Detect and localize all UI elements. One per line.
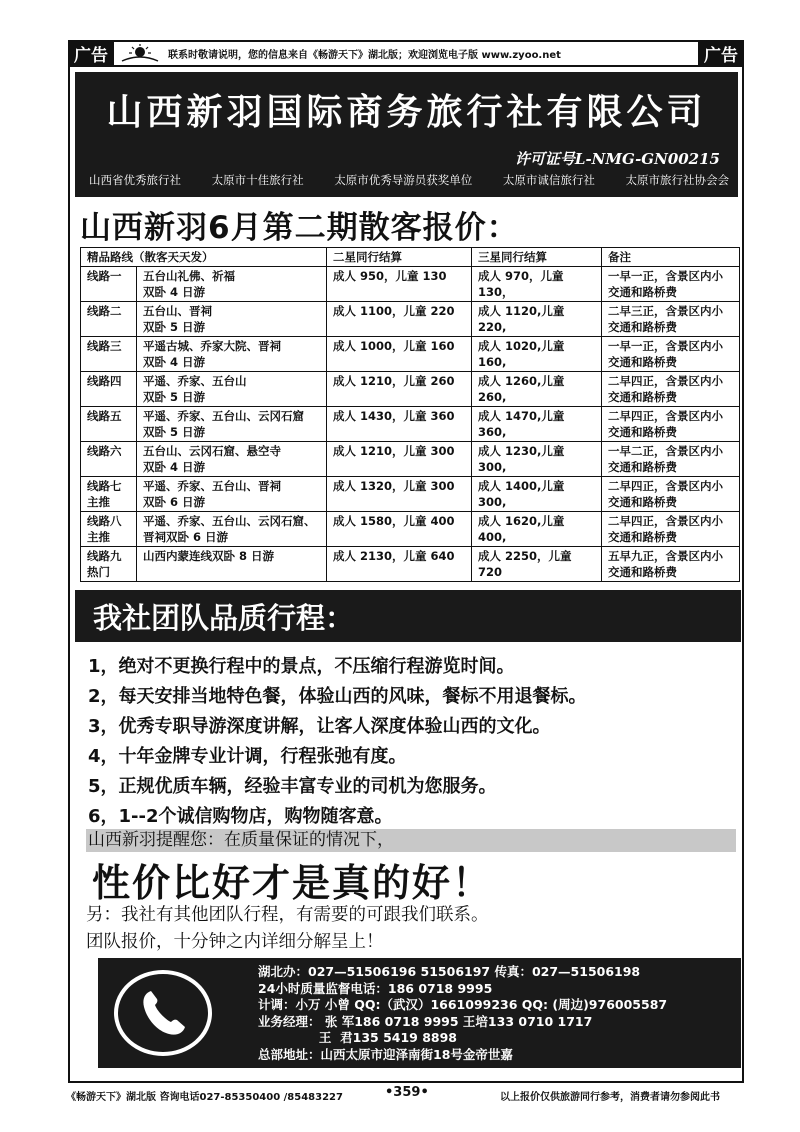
- route-cell-route: 五台山礼佛、祈福: [143, 269, 235, 283]
- route-cell-days: 双卧 4 日游: [143, 285, 206, 299]
- two-star-price-two_star: 成人 1430，儿童 360: [333, 409, 455, 423]
- two-star-price: [327, 547, 472, 582]
- contact-manager-2: 王 君135 5419 8898: [258, 1030, 458, 1045]
- route-cell-route: 平遥古城、乔家大院、晋祠: [143, 339, 281, 353]
- note-cell-note1: 一早一正，含景区内小: [608, 269, 723, 283]
- three-star-price-three_star: 成人 1230,儿童 300,: [478, 444, 565, 474]
- line-cell-line: 线路九: [87, 549, 122, 563]
- line-cell: [81, 267, 137, 302]
- contact-block: [98, 958, 741, 1068]
- honor-item: 太原市优秀导游员获奖单位: [334, 173, 473, 187]
- line-cell: [81, 442, 137, 477]
- contact-manager: 业务经理： 张 军186 0718 9995 王培133 0710 1717: [258, 1013, 593, 1029]
- two-star-price: [327, 372, 472, 407]
- col-header-note: 备注: [602, 248, 740, 267]
- top-divider: [68, 65, 744, 67]
- line-cell-line: 线路四: [87, 374, 122, 388]
- table-row: [81, 477, 740, 512]
- two-star-price: [327, 267, 472, 302]
- note-cell-note2: 交通和路桥费: [608, 425, 677, 439]
- two-star-price: [327, 337, 472, 372]
- route-cell-route: 平遥、乔家、五台山、晋祠: [143, 479, 281, 493]
- two-star-price-two_star: 成人 1320，儿童 300: [333, 479, 455, 493]
- note-quote: 团队报价，十分钟之内详细分解呈上！: [86, 932, 384, 952]
- note-cell-note2: 交通和路桥费: [608, 355, 677, 369]
- three-star-price: [472, 302, 602, 337]
- route-cell-days: 双卧 5 日游: [143, 425, 206, 439]
- two-star-price: [327, 302, 472, 337]
- note-cell: [602, 512, 740, 547]
- two-star-price-two_star: 成人 1210，儿童 260: [333, 374, 455, 388]
- reminder-text: 山西新羽提醒您：在质量保证的情况下，: [86, 829, 736, 852]
- two-star-price-two_star: 成人 1100，儿童 220: [333, 304, 455, 318]
- note-cell-note1: 二早三正，含景区内小: [608, 304, 723, 318]
- route-cell-route: 山西内蒙连线双卧 8 日游: [143, 549, 275, 563]
- route-cell: [137, 337, 327, 372]
- route-cell: [137, 372, 327, 407]
- line-cell-line: 线路七: [87, 479, 122, 493]
- three-star-price: [472, 512, 602, 547]
- contact-planner: 计调：小万 小曾 QQ:（武汉）1661099236 QQ: (周边)976005587: [258, 997, 668, 1012]
- line-cell-line: 线路八: [87, 514, 122, 528]
- note-cell-note2: 交通和路桥费: [608, 565, 677, 579]
- three-star-price-three_star: 成人 1020,儿童 160,: [478, 339, 565, 369]
- quality-points: [88, 652, 738, 832]
- note-cell-note2: 交通和路桥费: [608, 460, 677, 474]
- two-star-price-two_star: 成人 1210，儿童 300: [333, 444, 455, 458]
- line-cell-tag: 主推: [87, 530, 110, 544]
- note-cell: [602, 442, 740, 477]
- ad-label-right: 广告: [698, 40, 744, 66]
- line-cell: [81, 302, 137, 337]
- route-cell-days: 双卧 4 日游: [143, 355, 206, 369]
- three-star-price: [472, 477, 602, 512]
- note-cell-note2: 交通和路桥费: [608, 320, 677, 334]
- note-cell: [602, 407, 740, 442]
- line-cell-line: 线路五: [87, 409, 122, 423]
- table-row: [81, 547, 740, 582]
- contact-address: 总部地址：山西太原市迎泽南街18号金帝世嘉: [258, 1046, 513, 1062]
- two-star-price-two_star: 成人 1000，儿童 160: [333, 339, 455, 353]
- price-title: 山西新羽6月第二期散客报价：: [80, 210, 519, 246]
- list-item: 4，十年金牌专业计调，行程张弛有度。: [88, 746, 407, 767]
- note-cell: [602, 547, 740, 582]
- route-cell-route: 五台山、云冈石窟、悬空寺: [143, 444, 281, 458]
- route-cell-days: 双卧 5 日游: [143, 320, 206, 334]
- three-star-price: [472, 372, 602, 407]
- note-cell-note1: 二早四正，含景区内小: [608, 514, 723, 528]
- note-cell-note2: 交通和路桥费: [608, 285, 677, 299]
- line-cell: [81, 477, 137, 512]
- honor-item: 太原市诚信旅行社: [502, 173, 595, 187]
- route-cell: [137, 547, 327, 582]
- route-cell: [137, 407, 327, 442]
- note-cell: [602, 337, 740, 372]
- footer-left: 《畅游天下》湖北版 咨询电话027-85350400 /85483227: [66, 1092, 343, 1103]
- note-cell-note2: 交通和路桥费: [608, 530, 677, 544]
- page-number: •359•: [385, 1085, 429, 1100]
- line-cell: [81, 407, 137, 442]
- note-cell: [602, 372, 740, 407]
- three-star-price-three_star: 成人 1620,儿童 400,: [478, 514, 565, 544]
- honor-item: 山西省优秀旅行社: [89, 173, 181, 187]
- table-row: [81, 302, 740, 337]
- note-cell: [602, 302, 740, 337]
- line-cell: [81, 512, 137, 547]
- three-star-price-three_star: 成人 1120,儿童 220,: [478, 304, 565, 334]
- note-cell-note1: 二早四正，含景区内小: [608, 374, 723, 388]
- contact-lines: [258, 964, 667, 1063]
- note-cell: [602, 477, 740, 512]
- slogan: 性价比好才是真的好！: [92, 861, 493, 905]
- honor-item: 太原市十佳旅行社: [211, 173, 304, 187]
- list-item: 6，1--2个诚信购物店，购物随客意。: [88, 806, 393, 827]
- note-cell-note1: 一早一正，含景区内小: [608, 339, 723, 353]
- two-star-price: [327, 407, 472, 442]
- line-cell-line: 线路一: [87, 269, 122, 283]
- magazine-logo-icon: [118, 43, 162, 63]
- two-star-price-two_star: 成人 1580，儿童 400: [333, 514, 455, 528]
- list-item: 1，绝对不更换行程中的景点，不压缩行程游览时间。: [88, 656, 515, 677]
- route-cell: [137, 477, 327, 512]
- three-star-price: [472, 547, 602, 582]
- note-cell-note1: 二早四正，含景区内小: [608, 479, 723, 493]
- route-cell-route: 平遥、乔家、五台山、云冈石窟: [143, 409, 304, 423]
- table-row: [81, 512, 740, 547]
- top-info-line: [118, 42, 693, 64]
- col-header-route: 精品路线（散客天天发）: [81, 248, 327, 267]
- three-star-price-three_star: 成人 1260,儿童 260,: [478, 374, 565, 404]
- company-name: 山西新羽国际商务旅行社有限公司: [106, 91, 707, 133]
- list-item: 3，优秀专职导游深度讲解，让客人深度体验山西的文化。: [88, 716, 551, 737]
- note-cell-note1: 二早四正，含景区内小: [608, 409, 723, 423]
- note-cell: [602, 267, 740, 302]
- line-cell-tag: 热门: [87, 565, 110, 579]
- table-row: [81, 407, 740, 442]
- line-cell-tag: 主推: [87, 495, 110, 509]
- footer-right: 以上报价仅供旅游同行参考，消费者请勿参阅此书: [500, 1092, 720, 1103]
- three-star-price: [472, 442, 602, 477]
- route-cell-route: 平遥、乔家、五台山、云冈石窟、: [143, 514, 316, 528]
- top-info-text: 联系时敬请说明，您的信息来自《畅游天下》湖北版；欢迎浏览电子版 www.zyoo.net: [168, 49, 561, 61]
- route-cell-days: 双卧 6 日游: [143, 495, 206, 509]
- route-cell-days: 双卧 5 日游: [143, 390, 206, 404]
- phone-icon: [114, 970, 212, 1056]
- note-cell-note1: 一早二正，含景区内小: [608, 444, 723, 458]
- note-cell-note1: 五早九正，含景区内小: [608, 549, 723, 563]
- honor-item: 太原市旅行社协会会: [625, 173, 729, 187]
- route-cell: [137, 442, 327, 477]
- route-cell-route: 平遥、乔家、五台山: [143, 374, 247, 388]
- route-cell: [137, 512, 327, 547]
- contact-hotline: 24小时质量监督电话：186 0718 9995: [258, 980, 493, 996]
- line-cell: [81, 547, 137, 582]
- three-star-price-three_star: 成人 1470,儿童 360,: [478, 409, 565, 439]
- ad-label-left: 广告: [68, 40, 114, 66]
- two-star-price: [327, 442, 472, 477]
- route-cell: [137, 302, 327, 337]
- note-cell-note2: 交通和路桥费: [608, 495, 677, 509]
- note-cell-note2: 交通和路桥费: [608, 390, 677, 404]
- route-cell: [137, 267, 327, 302]
- three-star-price-three_star: 成人 1400,儿童 300,: [478, 479, 565, 509]
- three-star-price: [472, 267, 602, 302]
- table-row: [81, 267, 740, 302]
- table-row: [81, 337, 740, 372]
- table-row: [81, 372, 740, 407]
- route-cell-days: 双卧 4 日游: [143, 460, 206, 474]
- note-other-tours: 另：我社有其他团队行程，有需要的可跟我们联系。: [86, 905, 489, 925]
- route-cell-route: 五台山、晋祠: [143, 304, 212, 318]
- list-item: 2，每天安排当地特色餐，体验山西的风味，餐标不用退餐标。: [88, 686, 587, 707]
- col-header-two-star: 二星同行结算: [327, 248, 472, 267]
- line-cell: [81, 337, 137, 372]
- license-number: 许可证号L-NMG-GN00215: [514, 150, 720, 168]
- three-star-price: [472, 407, 602, 442]
- company-header: [75, 72, 738, 197]
- three-star-price-three_star: 成人 970，儿童 130，: [478, 269, 564, 299]
- line-cell-line: 线路三: [87, 339, 122, 353]
- line-cell-line: 线路二: [87, 304, 122, 318]
- table-header-row: [81, 248, 740, 267]
- two-star-price-two_star: 成人 950，儿童 130: [333, 269, 447, 283]
- col-header-three-star: 三星同行结算: [472, 248, 602, 267]
- line-cell: [81, 372, 137, 407]
- three-star-price-three_star: 成人 2250，儿童 720: [478, 549, 572, 579]
- table-row: [81, 442, 740, 477]
- two-star-price: [327, 512, 472, 547]
- section-title: 我社团队品质行程：: [75, 590, 741, 642]
- price-table: [80, 247, 740, 582]
- line-cell-line: 线路六: [87, 444, 122, 458]
- three-star-price: [472, 337, 602, 372]
- contact-hubei: 湖北办：027—51506196 51506197 传真：027—51506198: [258, 964, 641, 979]
- two-star-price-two_star: 成人 2130，儿童 640: [333, 549, 455, 563]
- route-cell-days: 晋祠双卧 6 日游: [143, 530, 229, 544]
- two-star-price: [327, 477, 472, 512]
- list-item: 5，正规优质车辆，经验丰富专业的司机为您服务。: [88, 776, 497, 797]
- honors-list: [89, 172, 729, 188]
